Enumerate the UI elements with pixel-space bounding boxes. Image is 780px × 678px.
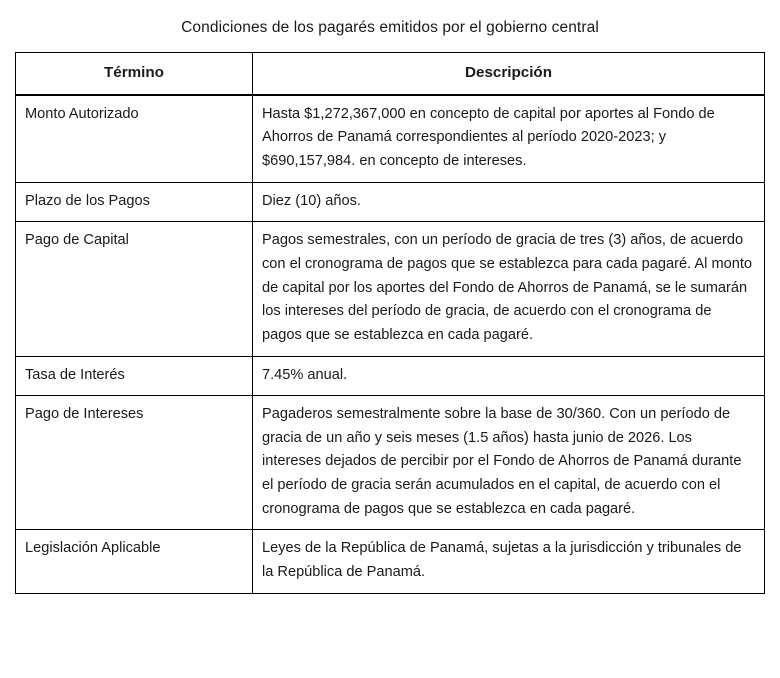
cell-description: Pagaderos semestralmente sobre la base de 30/360. Con un período de gracia de un año y seis meses (1.5 años) hasta junio de 2026. Los intereses dejados de percibir por el Fondo de Ahorros de Panamá durante el período de gracia serán acumulados en el capital, de acuerdo con el cronograma de pagos que se establezca en cada pagaré. (253, 396, 765, 530)
column-header-description: Descripción (253, 52, 765, 95)
table-header (15, 52, 765, 95)
table-row (15, 183, 765, 223)
cell-term: Pago de Intereses (15, 396, 253, 530)
table-row (15, 222, 765, 356)
cell-term: Monto Autorizado (15, 95, 253, 183)
cell-term: Tasa de Interés (15, 357, 253, 397)
table-row (15, 95, 765, 183)
column-header-term: Término (15, 52, 253, 95)
table-row (15, 396, 765, 530)
page-title: Condiciones de los pagarés emitidos por el gobierno central (181, 19, 599, 36)
cell-term: Pago de Capital (15, 222, 253, 356)
conditions-table (15, 52, 765, 594)
cell-term: Legislación Aplicable (15, 530, 253, 593)
cell-description: Diez (10) años. (253, 183, 765, 223)
table-body (15, 95, 765, 594)
cell-description: Leyes de la República de Panamá, sujetas a la jurisdicción y tribunales de la República de Panamá. (253, 530, 765, 593)
cell-description: 7.45% anual. (253, 357, 765, 397)
cell-description: Pagos semestrales, con un período de gracia de tres (3) años, de acuerdo con el cronograma de pagos que se establezca para cada pagaré. Al monto de capital por los aportes del Fondo de Ahorros de Panamá, se le sumarán los intereses del período de gracia, de acuerdo con el cronograma de pagos que se establezca en cada pagaré. (253, 222, 765, 356)
table-row (15, 357, 765, 397)
cell-description: Hasta $1,272,367,000 en concepto de capital por aportes al Fondo de Ahorros de Panamá correspondientes al período 2020-2023; y $690,157,984. en concepto de intereses. (253, 95, 765, 183)
cell-term: Plazo de los Pagos (15, 183, 253, 223)
table-row (15, 530, 765, 593)
table-header-row (15, 52, 765, 95)
